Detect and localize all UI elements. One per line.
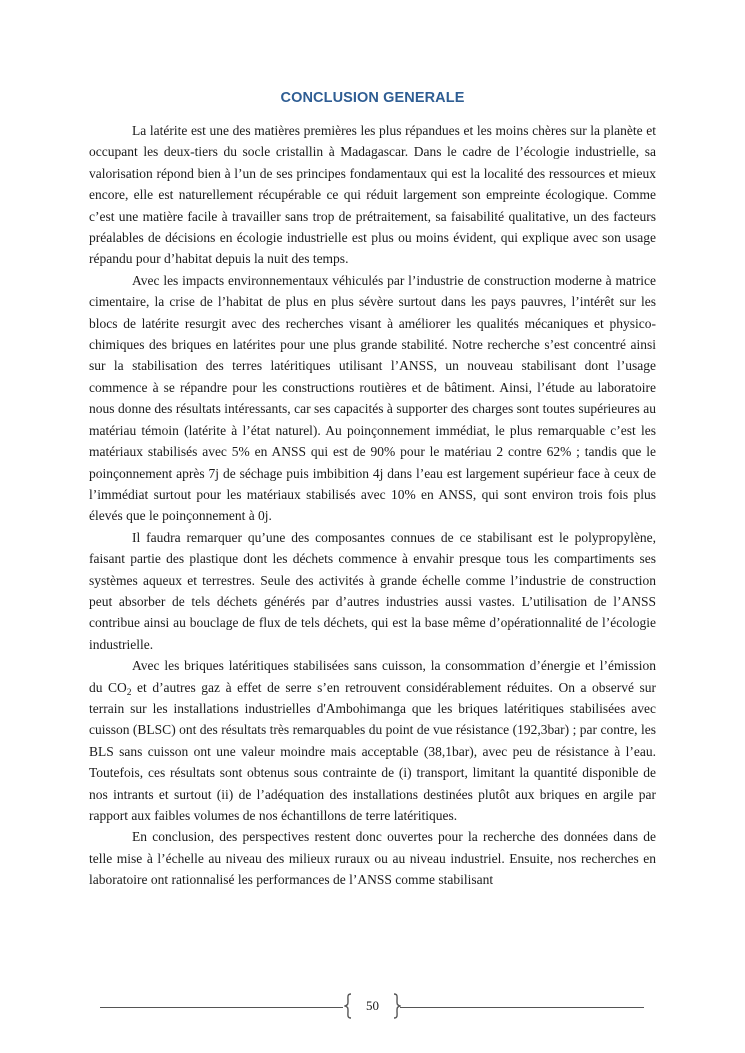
paragraph-1: La latérite est une des matières premières les plus répandues et les moins chères sur la planète et occupant les deux-tiers du socle cristallin à Madagascar. Dans le cadre de l’écologie industrielle, sa valorisation répond bien à l’un de ses principes fondamentaux qui est la localité des ressources et mieux encore, elle est naturellement récupérable ce qui réduit largement son empreinte écologique. Comme c’est une matière facile à travailler sans trop de prétraitement, sa faisabilité qualitative, un des facteurs préalables de décisions en écologie industrielle est plus ou moins évident, qui explique avec son usage répandu pour d’habitat depuis la nuit des temps. — [89, 123, 656, 267]
paragraph-2: Avec les impacts environnementaux véhiculés par l’industrie de construction moderne à matrice cimentaire, la crise de l’habitat de plus en plus sévère surtout dans les pays pauvres, l’intérêt sur les blocs de latérite resurgit avec des recherches visant à améliorer les qualités mécaniques et physico-chimiques des briques en latérites pour une plus grande stabilité. Notre recherche s’est concentré ainsi sur la stabilisation des terres latéritiques utilisant l’ANSS, un nouveau stabilisant dont l’usage commence à se répandre pour les constructions routières et de bâtiment. Ainsi, l’étude au laboratoire nous donne des résultats intéressants, car ses capacités à supporter des charges sont toutes supérieures au matériau témoin (latérite à l’état naturel). Au poinçonnement immédiat, le plus remarquable c’est les matériaux stabilisés avec 5% en ANSS qui est de 90% pour le matériau 2 contre 62% ; tandis que le poinçonnement après 7j de séchage puis imbibition 4j dans l’eau est largement supérieur face à ceux de l’immédiat surtout pour les matériaux stabilisés avec 10% en ANSS, qui sont environ trois fois plus élevés que le poinçonnement à 0j. — [89, 272, 656, 524]
paragraph-3: Il faudra remarquer qu’une des composantes connues de ce stabilisant est le polypropylène, faisant partie des plastique dont les déchets commence à envahir presque tous les compartiments ses systèmes aqueux et terrestres. Seule des activités à grande échelle comme l’industrie de construction peut absorber de tels déchets générés par d’autres industries aussi vastes. L’utilisation de l’ANSS contribue ainsi au bouclage de flux de tels déchets, qui est la base même d’opérationnalité de l’écologie industrielle. — [89, 529, 656, 652]
paragraph-4-part-2: et d’autres gaz à effet de serre s’en retrouvent considérablement réduites. On a observé sur terrain sur les installations industrielles d'Ambohimanga que les briques latéritiques stabilisées avec cuisson (BLSC) ont des résultats très remarquables du point de vue résistance (192,3bar) ; par contre, les BLS sans cuisson ont une valeur moindre mais acceptable (38,1bar), avec peu de résistance à l’eau. Toutefois, ces résultats sont obtenus sous contrainte de (i) transport, limitant la quantité disponible de nos intrants et surtout (ii) de l’adéquation des installations destinées plutôt aux briques en argile par rapport aux faibles volumes de nos échantillons de terre latéritiques. — [89, 679, 656, 823]
paragraph-5: En conclusion, des perspectives restent donc ouvertes pour la recherche des données dans de telle mise à l’échelle au niveau des milieux ruraux ou au niveau industriel. Ensuite, nos recherches en laboratoire ont rationnalisé les performances de l’ANSS comme stabilisant — [89, 829, 656, 888]
body-text — [89, 120, 656, 891]
paragraph-4 — [89, 655, 656, 826]
paragraph-4-part-1: Avec les briques latéritiques stabilisées sans cuisson, la consommation d’énergie et l’émission du CO — [89, 658, 656, 695]
page-number: 50 — [366, 998, 379, 1013]
footer-rule-left — [100, 1007, 343, 1008]
page-footer — [0, 993, 745, 1023]
right-brace-icon — [393, 993, 401, 1019]
footer-rule-right — [400, 1007, 644, 1008]
co2-subscript: 2 — [126, 687, 132, 698]
section-title: CONCLUSION GENERALE — [280, 90, 465, 106]
left-brace-icon — [344, 993, 352, 1019]
